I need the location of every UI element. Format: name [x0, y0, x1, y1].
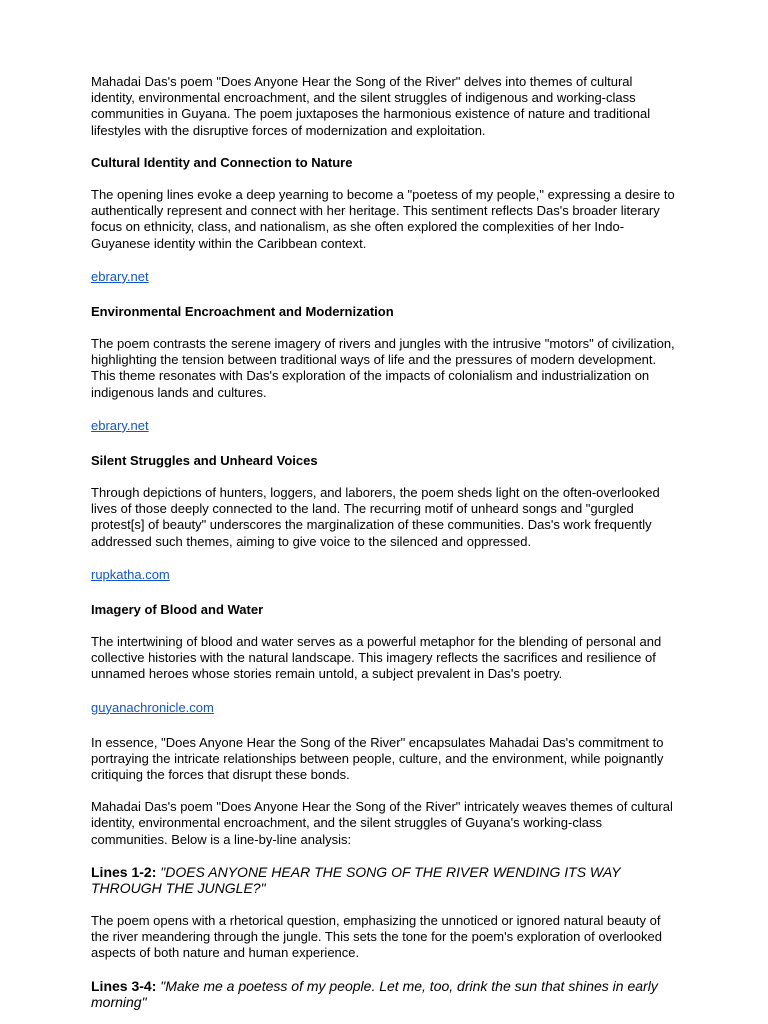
section-body-environmental: The poem contrasts the serene imagery of rivers and jungles with the intrusive "motors" of civilization, highlighting the tension between traditional ways of life and the pressures of modern development. This theme resonates with Das's exploration of the impacts of colonialism and industrialization on indigenous lands and cultures. — [91, 336, 675, 400]
analysis-intro-paragraph: Mahadai Das's poem "Does Anyone Hear the Song of the River" intricately weaves themes of cultural identity, environmental encroachment, and the silent struggles of Guyana's working-class communities. Below is a line-by-line analysis: — [91, 799, 673, 847]
lines-1-2-label: Lines 1-2: — [91, 863, 157, 880]
section-body-blood-water: The intertwining of blood and water serves as a powerful metaphor for the blending of personal and collective histories with the natural landscape. This imagery reflects the sacrifices and resilience of unnamed heroes whose stories remain untold, a subject prevalent in Das's poetry. — [91, 634, 662, 682]
source-link-rupkatha[interactable]: rupkatha.com — [91, 566, 170, 582]
conclusion-paragraph: In essence, "Does Anyone Hear the Song of the River" encapsulates Mahadai Das's commitment to portraying the intricate relationships between people, culture, and the environment, while poignantly critiquing the forces that disrupt these bonds. — [91, 734, 664, 783]
lines-3-4-quote: "Make me a poetess of my people. Let me, too, drink the sun that shines in early morning" — [91, 977, 658, 1010]
source-link-guyanachronicle[interactable]: guyanachronicle.com — [91, 699, 214, 715]
lines-3-4-heading — [91, 978, 676, 1011]
intro-paragraph: Mahadai Das's poem "Does Anyone Hear the Song of the River" delves into themes of cultural identity, environmental encroachment, and the silent struggles of indigenous and working-class communities in Guyana. The poem juxtaposes the harmonious existence of nature and traditional lifestyles with the disruptive forces of modernization and exploitation. — [91, 74, 651, 138]
section-heading-blood-water: Imagery of Blood and Water — [91, 601, 264, 617]
section-heading-silent-struggles: Silent Struggles and Unheard Voices — [91, 452, 318, 468]
lines-3-4-label: Lines 3-4: — [91, 977, 157, 994]
lines-1-2-heading — [91, 864, 676, 897]
lines-1-2-body: The poem opens with a rhetorical question, emphasizing the unnoticed or ignored natural beauty of the river meandering through the jungle. This sets the tone for the poem's exploration of overlooked aspects of both nature and human experience. — [91, 912, 662, 961]
source-link-ebrary-1[interactable]: ebrary.net — [91, 268, 149, 284]
section-heading-cultural-identity: Cultural Identity and Connection to Nature — [91, 154, 353, 170]
section-heading-environmental: Environmental Encroachment and Modernization — [91, 303, 394, 319]
section-body-cultural-identity: The opening lines evoke a deep yearning to become a "poetess of my people," expressing a desire to authentically represent and connect with her heritage. This sentiment reflects Das's broader literary focus on ethnicity, class, and nationalism, as she often explored the complexities of her Indo-Guyanese identity within the Caribbean context. — [91, 187, 675, 251]
section-body-silent-struggles: Through depictions of hunters, loggers, and laborers, the poem sheds light on the often-overlooked lives of those deeply connected to the land. The recurring motif of unheard songs and "gurgled protest[s] of beauty" underscores the marginalization of these communities. Das's work frequently addressed such themes, aiming to give voice to the silenced and oppressed. — [91, 485, 660, 549]
lines-1-2-quote: "DOES ANYONE HEAR THE SONG OF THE RIVER WENDING ITS WAY THROUGH THE JUNGLE?" — [91, 863, 621, 897]
source-link-ebrary-2[interactable]: ebrary.net — [91, 417, 149, 433]
